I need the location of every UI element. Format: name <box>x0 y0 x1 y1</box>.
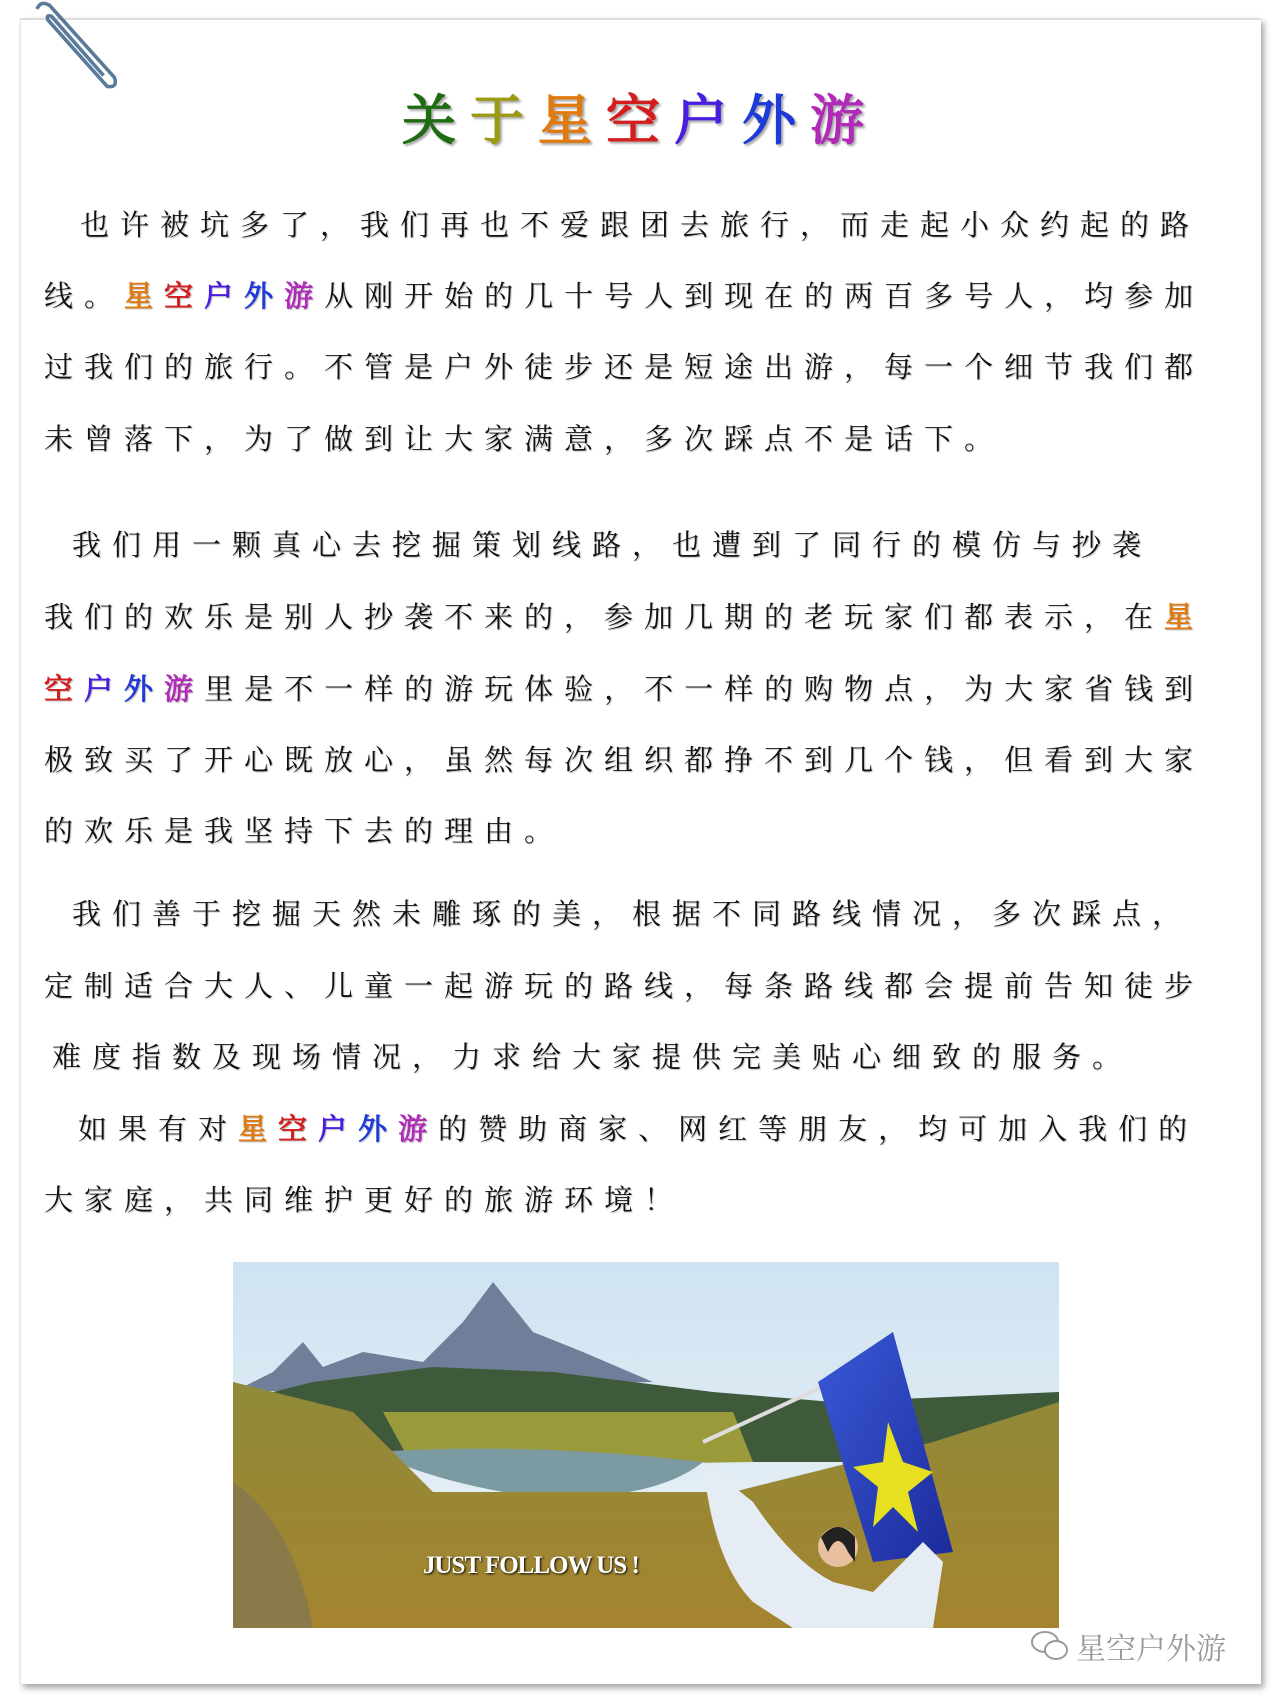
watermark-text: 星空户外游 <box>1076 1632 1226 1667</box>
brand-name <box>44 672 204 706</box>
paragraph-line <box>44 345 1204 386</box>
brand-char: 游 <box>164 672 205 706</box>
text-segment: 大家庭，共同维护更好的旅游环境！ <box>44 1183 685 1217</box>
brand-char: 户 <box>318 1112 359 1146</box>
title-char: 星 <box>538 88 606 152</box>
brand-char: 外 <box>124 672 165 706</box>
brand-char: 星 <box>124 279 165 313</box>
title-char: 空 <box>606 88 674 152</box>
paragraph-line <box>80 203 1200 244</box>
text-segment: 我们的欢乐是别人抄袭不来的，参加几期的老玩家们都表示，在 <box>44 600 1165 634</box>
brand-name <box>1164 600 1204 634</box>
text-segment: 过我们的旅行。不管是户外徒步还是短途出游，每一个细节我们都 <box>44 350 1205 384</box>
paragraph-line <box>52 1035 1132 1076</box>
brand-char: 星 <box>1164 600 1205 634</box>
brand-char: 户 <box>204 279 245 313</box>
text-segment: 线。 <box>44 279 125 313</box>
text-segment: 的赞助商家、网红等朋友，均可加入我们的 <box>438 1112 1199 1146</box>
brand-char: 外 <box>244 279 285 313</box>
brand-char: 空 <box>164 279 205 313</box>
photo-caption: JUST FOLLOW US ! <box>423 1552 639 1579</box>
title-char: 户 <box>674 88 742 152</box>
brand-char: 星 <box>238 1112 279 1146</box>
text-segment: 里是不一样的游玩体验，不一样的购物点，为大家省钱到 <box>204 672 1205 706</box>
text-segment: 极致买了开心既放心，虽然每次组织都挣不到几个钱，但看到大家 <box>44 743 1205 777</box>
wechat-icon <box>1030 1629 1070 1663</box>
text-segment: 我们善于挖掘天然未雕琢的美，根据不同路线情况，多次踩点， <box>72 897 1193 931</box>
text-segment: 未曾落下，为了做到让大家满意，多次踩点不是话下。 <box>44 422 1005 456</box>
paragraph-line <box>44 964 1204 1005</box>
title-char: 于 <box>470 88 538 152</box>
watermark <box>1030 1624 1226 1668</box>
brand-char: 空 <box>278 1112 319 1146</box>
paragraph-line <box>44 738 1204 779</box>
brand-char: 游 <box>284 279 325 313</box>
paragraph-line <box>44 667 1204 708</box>
text-segment: 从刚开始的几十号人到现在的两百多号人，均参加 <box>324 279 1205 313</box>
text-segment: 的欢乐是我坚持下去的理由。 <box>44 814 565 848</box>
text-segment: 我们用一颗真心去挖掘策划线路，也遭到了同行的模仿与抄袭 <box>72 528 1153 562</box>
title-char: 外 <box>742 88 810 152</box>
brand-char: 户 <box>84 672 125 706</box>
title-char: 关 <box>402 88 470 152</box>
paragraph-line <box>44 274 1204 315</box>
brand-name <box>238 1112 438 1146</box>
paragraph-line <box>44 1178 684 1219</box>
title-char: 游 <box>810 88 878 152</box>
text-segment: 定制适合大人、儿童一起游玩的路线，每条路线都会提前告知徒步 <box>44 969 1205 1003</box>
paragraph-line <box>78 1107 1198 1148</box>
paragraph-line <box>44 809 564 850</box>
paragraph-line <box>44 417 1004 458</box>
brand-name <box>124 279 324 313</box>
text-segment: 也许被坑多了，我们再也不爱跟团去旅行，而走起小众约起的路 <box>80 208 1201 242</box>
page-title <box>0 78 1280 155</box>
brand-char: 外 <box>358 1112 399 1146</box>
brand-char: 空 <box>44 672 85 706</box>
text-segment: 难度指数及现场情况，力求给大家提供完美贴心细致的服务。 <box>52 1040 1133 1074</box>
paragraph-line <box>72 892 1192 933</box>
paragraph-line <box>44 595 1204 636</box>
text-segment: 如果有对 <box>78 1112 239 1146</box>
landscape-photo <box>233 1262 1059 1628</box>
brand-char: 游 <box>398 1112 439 1146</box>
paragraph-line <box>72 523 1152 564</box>
landscape-illustration <box>233 1262 1059 1628</box>
